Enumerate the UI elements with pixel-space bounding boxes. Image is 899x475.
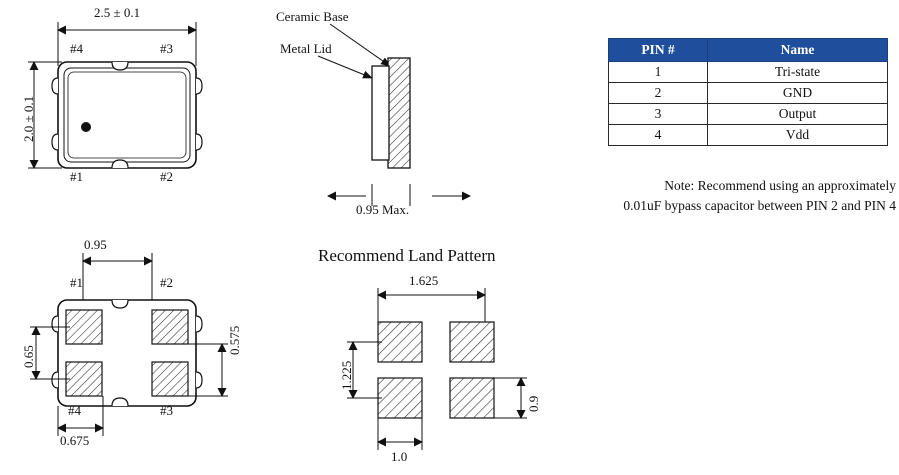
top-view-height-dimension-label: 2.0 ± 0.1: [21, 95, 36, 142]
table-header-row: [609, 39, 888, 62]
bottom-view-drawing: [30, 253, 228, 436]
top-view-pin1-label: #1: [70, 169, 83, 184]
bottom-view-pin3-label: #3: [160, 403, 173, 418]
bottom-view-pin2-label: #2: [160, 275, 173, 290]
bottom-view-pad-height-label: 0.575: [227, 325, 242, 355]
header-pin-name: Name: [708, 39, 888, 62]
cell-pin-name: GND: [708, 83, 888, 104]
cell-pin-name: Output: [708, 104, 888, 125]
bottom-view-pin1-label: #1: [70, 275, 83, 290]
bottom-view-pitch-y-label: 0.65: [21, 345, 36, 368]
cell-pin-number: 2: [609, 83, 708, 104]
land-pattern-pad-height-label: 0.9: [526, 395, 541, 412]
side-view-thickness-label: 0.95 Max.: [356, 202, 410, 217]
pin-assignment-table: [608, 38, 888, 146]
header-pin-number: PIN #: [609, 39, 708, 62]
top-view-drawing: [28, 22, 202, 168]
note-line-2: 0.01uF bypass capacitor between PIN 2 and PIN 4: [623, 197, 896, 213]
table-row: [609, 104, 888, 125]
bottom-view-pin4-label: #4: [68, 403, 81, 418]
bypass-capacitor-note: [548, 176, 896, 215]
land-pattern-title: Recommend Land Pattern: [318, 246, 496, 265]
table-row: [609, 83, 888, 104]
land-pattern-pad-width-label: 1.0: [391, 449, 408, 464]
top-view-pin4-label: #4: [70, 41, 83, 56]
cell-pin-number: 3: [609, 104, 708, 125]
cell-pin-name: Tri-state: [708, 62, 888, 83]
note-line-1: Note: Recommend using an approximately: [664, 178, 896, 193]
land-pattern-width-label: 1.625: [409, 273, 439, 288]
cell-pin-number: 4: [609, 125, 708, 146]
cell-pin-number: 1: [609, 62, 708, 83]
top-view-pin3-label: #3: [160, 41, 173, 56]
top-view-width-dimension-label: 2.5 ± 0.1: [94, 5, 141, 20]
metal-lid-label: Metal Lid: [280, 41, 332, 56]
table-row: [609, 62, 888, 83]
table-row: [609, 125, 888, 146]
land-pattern-drawing: [347, 288, 527, 450]
ceramic-base-label: Ceramic Base: [276, 9, 349, 24]
pin-1-marker-dot: [81, 122, 91, 132]
side-view-drawing: [318, 24, 470, 206]
cell-pin-name: Vdd: [708, 125, 888, 146]
land-pattern-height-label: 1.225: [339, 360, 354, 390]
top-view-pin2-label: #2: [160, 169, 173, 184]
bottom-view-pitch-x-label: 0.95: [84, 237, 107, 252]
bottom-view-pad-offset-label: 0.675: [60, 433, 90, 448]
